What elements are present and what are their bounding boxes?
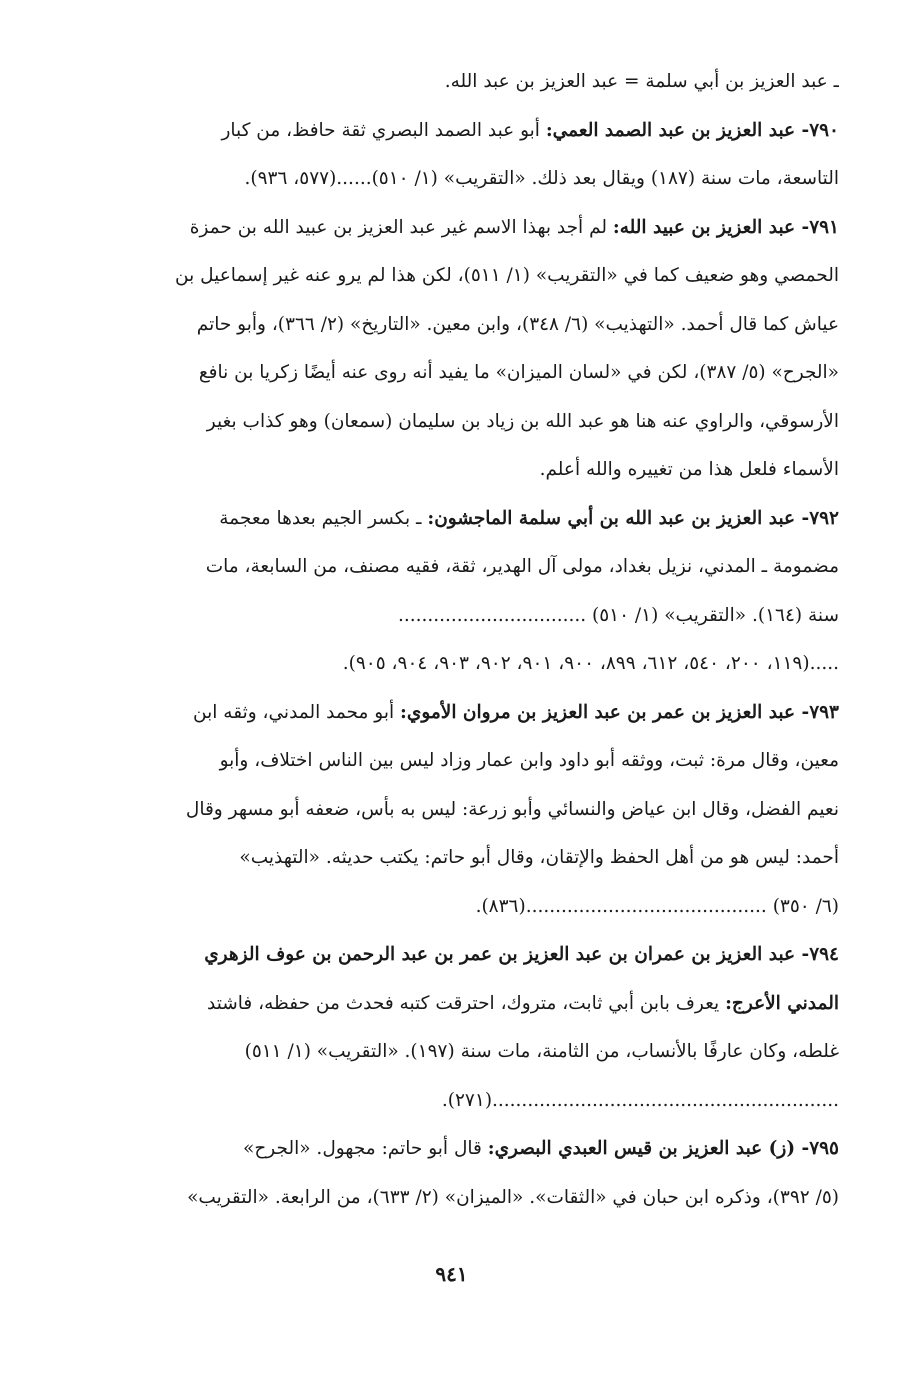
line-text: الأرسوقي، والراوي عنه هنا هو عبد الله بن زياد بن سليمان (سمعان) وهو كذاب بغير: [206, 410, 839, 432]
text-line: [62, 543, 839, 592]
text-line: [62, 834, 839, 883]
line-text: غلطه، وكان عارفًا بالأنساب، من الثامنة، مات سنة (١٩٧). «التقريب» (١/ ٥١١): [244, 1041, 839, 1062]
line-text: ...........................................................(٢٧١).: [441, 1089, 839, 1111]
entry-heading: ٧٩١- عبد العزيز بن عبيد الله:: [612, 216, 839, 238]
entry-heading: ٧٩٥- (ز) عبد العزيز بن قيس العبدي البصري:: [487, 1138, 839, 1159]
line-text: «الجرح» (٥/ ٣٨٧)، لكن في «لسان الميزان» ما يفيد أنه روى عنه أيضًا زكريا بن نافع: [198, 362, 839, 383]
line-text: ـ عبد العزيز بن أبي سلمة = عبد العزيز بن عبد الله.: [444, 71, 839, 92]
line-text: التاسعة، مات سنة (١٨٧) ويقال بعد ذلك. «التقريب» (١/ ٥١٠)......(٥٧٧، ٩٣٦).: [244, 168, 839, 189]
entry-heading: المدني الأعرج:: [725, 992, 839, 1014]
text-line: [62, 204, 839, 253]
text-line: [62, 398, 839, 447]
text-line: [62, 107, 839, 156]
line-text: ـ بكسر الجيم بعدها معجمة: [219, 507, 428, 529]
line-text: (٥/ ٣٩٢)، وذكره ابن حبان في «الثقات». «الميزان» (٢/ ٦٣٣)، من الرابعة. «التقريب»: [187, 1186, 839, 1208]
text-line: [62, 689, 839, 738]
line-text: .....(١١٩، ٢٠٠، ٥٤٠، ٦١٢، ٨٩٩، ٩٠٠، ٩٠١، ٩٠٢، ٩٠٣، ٩٠٤، ٩٠٥).: [342, 653, 839, 674]
text-line: [62, 349, 839, 398]
line-text: عياش كما قال أحمد. «التهذيب» (٦/ ٣٤٨)، وابن معين. «التاريخ» (٢/ ٣٦٦)، وأبو حاتم: [196, 313, 839, 335]
line-text: معين، وقال مرة: ثبت، ووثقه أبو داود وابن عمار وزاد ليس بين الناس اختلاف، وأبو: [219, 750, 839, 771]
text-line: [62, 1174, 839, 1223]
text-line: [62, 1028, 839, 1077]
text-line: [62, 640, 839, 689]
entry-heading: ٧٩٣- عبد العزيز بن عمر بن عبد العزيز بن مروان الأموي:: [400, 701, 839, 723]
line-text: الحمصي وهو ضعيف كما في «التقريب» (١/ ٥١١)، لكن هذا لم يرو عنه غير إسماعيل بن: [174, 265, 839, 286]
line-text: نعيم الفضل، وقال ابن عياض والنسائي وأبو زرعة: ليس به بأس، ضعفه أبو مسهر وقال: [185, 798, 839, 820]
text-body: [62, 58, 839, 1222]
text-line: [62, 931, 839, 980]
text-line: [62, 1077, 839, 1126]
line-text: يعرف بابن أبي ثابت، متروك، احترقت كتبه فحدث من حفظه، فاشتد: [206, 992, 726, 1014]
line-text: أبو محمد المدني، وثقه ابن: [193, 701, 401, 723]
text-line: [62, 58, 839, 107]
entry-heading: ٧٩٠- عبد العزيز بن عبد الصمد العمي:: [545, 119, 839, 141]
text-line: [62, 737, 839, 786]
line-text: أحمد: ليس هو من أهل الحفظ والإتقان، وقال أبو حاتم: يكتب حديثه. «التهذيب»: [239, 847, 839, 868]
line-text: مضمومة ـ المدني، نزيل بغداد، مولى آل الهدير، ثقة، فقيه مصنف، من السابعة، مات: [205, 556, 839, 577]
text-line: [62, 786, 839, 835]
text-line: [62, 1125, 839, 1174]
line-text: قال أبو حاتم: مجهول. «الجرح»: [243, 1138, 488, 1159]
line-text: الأسماء فلعل هذا من تغييره والله أعلم.: [539, 459, 839, 480]
line-text: أبو عبد الصمد البصري ثقة حافظ، من كبار: [221, 119, 546, 141]
line-text: (٦/ ٣٥٠) .........................................(٨٣٦).: [475, 895, 839, 917]
text-line: [62, 252, 839, 301]
text-line: [62, 592, 839, 641]
text-line: [62, 980, 839, 1029]
line-text: لم أجد بهذا الاسم غير عبد العزيز بن عبيد الله بن حمزة: [189, 216, 613, 238]
line-text: سنة (١٦٤). «التقريب» (١/ ٥١٠) ................................: [397, 604, 839, 626]
text-line: [62, 446, 839, 495]
entry-heading: ٧٩٢- عبد العزيز بن عبد الله بن أبي سلمة الماجشون:: [427, 507, 839, 529]
text-line: [62, 495, 839, 544]
text-line: [62, 155, 839, 204]
entry-heading: ٧٩٤- عبد العزيز بن عمران بن عبد العزيز بن عمر بن عبد الرحمن بن عوف الزهري: [204, 944, 839, 965]
page-number: ٩٤١: [435, 1262, 468, 1286]
text-line: [62, 301, 839, 350]
text-line: [62, 883, 839, 932]
